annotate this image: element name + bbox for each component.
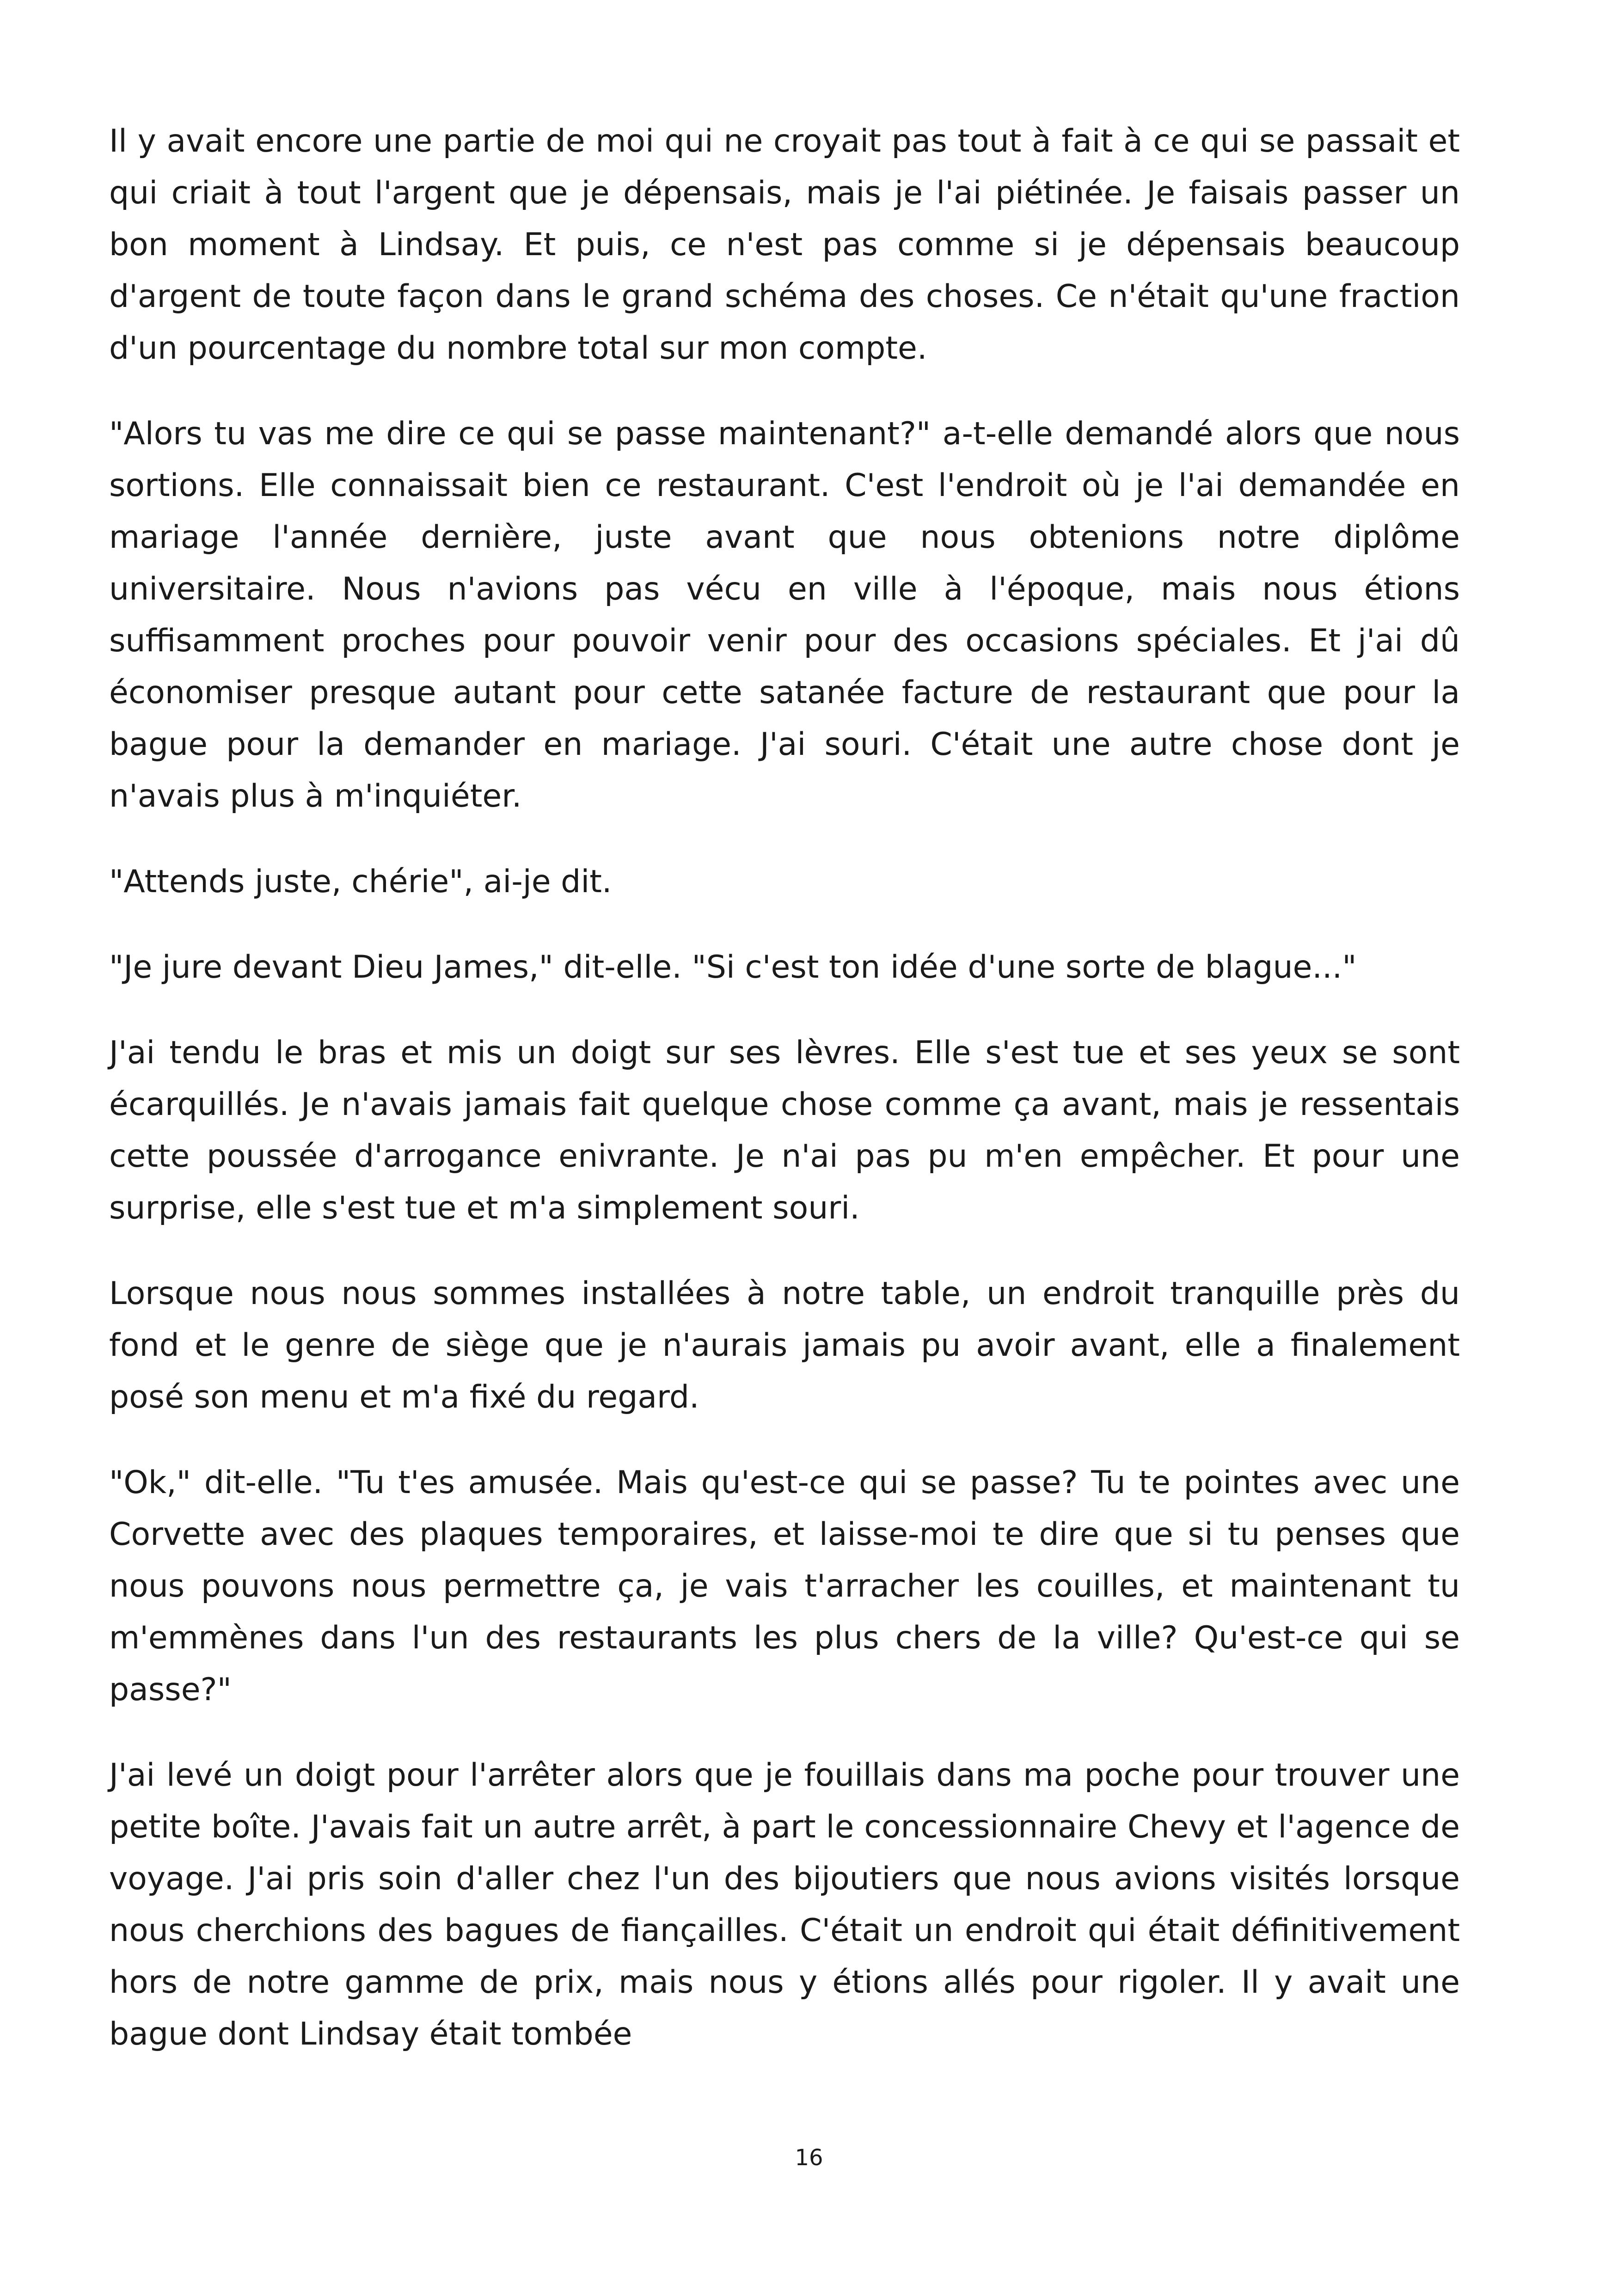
page-number: 16 <box>795 2145 823 2171</box>
paragraph-2: "Alors tu vas me dire ce qui se passe maintenant?" a-t-elle demandé alors que nous sortions. Elle connaissait bien ce restaurant. C'est l'endroit où je l'ai demandée en mariage l'année dernière, juste avant que nous obtenions notre diplôme universitaire. Nous n'avions pas vécu en ville à l'époque, mais nous étions suffisamment proches pour pouvoir venir pour des occasions spéciales. Et j'ai dû économiser presque autant pour cette satanée facture de restaurant que pour la bague pour la demander en mariage. J'ai souri. C'était une autre chose dont je n'avais plus à m'inquiéter. <box>109 416 1460 814</box>
paragraph-4: "Je jure devant Dieu James," dit-elle. "Si c'est ton idée d'une sorte de blague..." <box>109 949 1357 986</box>
paragraph-3: "Attends juste, chérie", ai-je dit. <box>109 863 612 900</box>
paragraph-8: J'ai levé un doigt pour l'arrêter alors que je fouillais dans ma poche pour trouver une petite boîte. J'avais fait un autre arrêt, à part le concessionnaire Chevy et l'agence de voyage. J'ai pris soin d'aller chez l'un des bijoutiers que nous avions visités lorsque nous cherchions des bagues de fiançailles. C'était un endroit qui était définitivement hors de notre gamme de prix, mais nous y étions allés pour rigoler. Il y avait une bague dont Lindsay était tombée <box>109 1757 1460 2052</box>
body-text <box>109 116 1460 2060</box>
paragraph-1: Il y avait encore une partie de moi qui ne croyait pas tout à fait à ce qui se passait et qui criait à tout l'argent que je dépensais, mais je l'ai piétinée. Je faisais passer un bon moment à Lindsay. Et puis, ce n'est pas comme si je dépensais beaucoup d'argent de toute façon dans le grand schéma des choses. Ce n'était qu'une fraction d'un pourcentage du nombre total sur mon compte. <box>109 123 1460 367</box>
paragraph-5: J'ai tendu le bras et mis un doigt sur ses lèvres. Elle s'est tue et ses yeux se sont écarquillés. Je n'avais jamais fait quelque chose comme ça avant, mais je ressentais cette poussée d'arrogance enivrante. Je n'ai pas pu m'en empêcher. Et pour une surprise, elle s'est tue et m'a simplement souri. <box>109 1035 1460 1226</box>
paragraph-6: Lorsque nous nous sommes installées à notre table, un endroit tranquille près du fond et le genre de siège que je n'aurais jamais pu avoir avant, elle a finalement posé son menu et m'a fixé du regard. <box>109 1275 1460 1415</box>
paragraph-7: "Ok," dit-elle. "Tu t'es amusée. Mais qu'est-ce qui se passe? Tu te pointes avec une Corvette avec des plaques temporaires, et laisse-moi te dire que si tu penses que nous pouvons nous permettre ça, je vais t'arracher les couilles, et maintenant tu m'emmènes dans l'un des restaurants les plus chers de la ville? Qu'est-ce qui se passe?" <box>109 1464 1460 1708</box>
